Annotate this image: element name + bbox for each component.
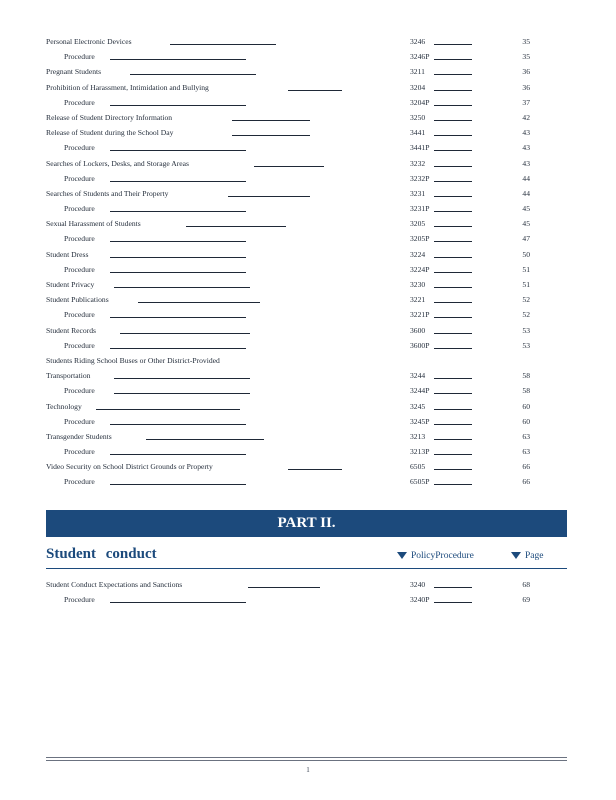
leader-line (110, 602, 246, 603)
code-leader-line (434, 587, 472, 588)
policy-code: 6505P (410, 477, 430, 487)
policy-code: 3213 (410, 431, 426, 441)
toc-entry-title: Procedure (64, 204, 95, 214)
policy-code: 3244 (410, 371, 426, 381)
footer-rule (46, 760, 567, 761)
toc-entry-title: Procedure (64, 416, 95, 426)
toc-entry-title: Procedure (64, 234, 95, 244)
toc-entry-title: Students Riding School Buses or Other District-Provided (46, 355, 220, 365)
toc-entry-title: Searches of Lockers, Desks, and Storage Areas (46, 158, 189, 168)
leader-line (288, 90, 342, 91)
toc-entry[interactable] (46, 216, 566, 231)
policy-code: 3231P (410, 204, 430, 214)
toc-subentry[interactable] (46, 474, 566, 489)
page-number-cell: 63 (522, 431, 530, 441)
policy-code: 3221 (410, 295, 426, 305)
toc-entry[interactable] (46, 292, 566, 307)
code-leader-line (434, 90, 472, 91)
policy-code: 3232P (410, 173, 430, 183)
page-number-cell: 36 (522, 82, 530, 92)
policy-code: 3441P (410, 143, 430, 153)
page-number-cell: 60 (522, 401, 530, 411)
toc-entry-title: Student Privacy (46, 280, 95, 289)
part-banner-label: PART II. (277, 515, 336, 531)
toc-entry-title: Technology (46, 401, 82, 411)
code-leader-line (434, 439, 472, 440)
page-number-cell: 51 (522, 280, 530, 289)
code-leader-line (434, 317, 472, 318)
code-leader-line (434, 469, 472, 470)
leader-line (110, 484, 246, 485)
leader-line (110, 272, 246, 273)
leader-line (110, 454, 246, 455)
page-number-cell: 53 (522, 340, 530, 350)
policy-code: 3441 (410, 128, 426, 138)
policy-code: 3230 (410, 280, 426, 289)
section-header (46, 544, 567, 569)
leader-line (110, 257, 246, 258)
code-leader-line (434, 378, 472, 379)
toc-entry[interactable] (46, 577, 566, 592)
toc-entry-title: Release of Student Directory Information (46, 112, 173, 122)
page-number-cell: 44 (522, 188, 530, 198)
toc-subentry[interactable] (46, 383, 566, 398)
page-number-cell: 43 (522, 143, 530, 153)
toc-entry-title: Procedure (64, 595, 95, 605)
code-leader-line (434, 333, 472, 334)
page-number-cell: 45 (522, 204, 530, 214)
code-leader-line (434, 257, 472, 258)
leader-line (110, 211, 246, 212)
code-leader-line (434, 44, 472, 45)
policy-code: 3244P (410, 386, 430, 396)
footer-rule (46, 757, 567, 758)
page-number-cell: 53 (522, 325, 530, 335)
code-leader-line (434, 272, 472, 273)
part-banner (46, 510, 567, 537)
page-number-cell: 63 (522, 447, 530, 457)
policy-code: 3211 (410, 67, 425, 77)
policy-code: 3240 (410, 580, 426, 589)
toc-entry-title: Personal Electronic Devices (46, 37, 132, 46)
toc-subentry[interactable] (46, 95, 566, 110)
leader-line (130, 74, 256, 75)
toc-subentry[interactable] (46, 444, 566, 459)
toc-subentry[interactable] (46, 231, 566, 246)
toc-entry-title: Transgender Students (46, 431, 112, 441)
leader-line (114, 287, 250, 288)
toc-subentry[interactable] (46, 338, 566, 353)
leader-line (232, 120, 310, 121)
leader-line (146, 439, 264, 440)
leader-line (110, 105, 246, 106)
code-leader-line (434, 393, 472, 394)
leader-line (138, 302, 260, 303)
toc-entry[interactable] (46, 125, 566, 140)
policy-code: 3246P (410, 52, 430, 62)
toc-entry[interactable] (46, 277, 566, 292)
toc-subentry[interactable] (46, 414, 566, 429)
toc-entry[interactable] (46, 156, 566, 171)
leader-line (110, 181, 246, 182)
toc-entry-title: Student Records (46, 325, 96, 335)
code-leader-line (434, 348, 472, 349)
leader-line (110, 241, 246, 242)
code-leader-line (434, 74, 472, 75)
policy-code: 3232 (410, 158, 426, 168)
leader-line (110, 424, 246, 425)
page-number-cell: 35 (522, 37, 530, 46)
toc-entry-title: Procedure (64, 310, 95, 320)
toc-entry[interactable] (46, 80, 566, 95)
policy-code: 3204P (410, 97, 430, 107)
policy-code: 3213P (410, 447, 430, 457)
page-number-cell: 60 (522, 416, 530, 426)
page-number-cell: 45 (522, 219, 530, 229)
code-leader-line (434, 454, 472, 455)
toc-entry-title: Student Publications (46, 295, 109, 305)
code-leader-line (434, 166, 472, 167)
page-number-cell: 52 (522, 310, 530, 320)
leader-line (114, 378, 250, 379)
toc-entry-title: Procedure (64, 264, 95, 274)
policy-code: 3224 (410, 249, 426, 259)
toc-entry-title: Procedure (64, 52, 95, 62)
page-number-cell: 66 (522, 477, 530, 487)
leader-line (110, 59, 246, 60)
code-leader-line (434, 226, 472, 227)
toc-entry-title: Transportation (46, 371, 91, 381)
policy-code: 3205 (410, 219, 426, 229)
policy-code: 3250 (410, 112, 426, 122)
toc-entry-title: Student Conduct Expectations and Sanctions (46, 580, 183, 589)
code-leader-line (434, 181, 472, 182)
page-number-cell: 44 (522, 173, 530, 183)
toc-subentry[interactable] (46, 140, 566, 155)
page-number-cell: 66 (522, 462, 530, 472)
toc-entry-title: Procedure (64, 386, 95, 396)
page-number: 1 (306, 766, 310, 774)
page-number-cell: 69 (522, 595, 530, 605)
code-leader-line (434, 150, 472, 151)
toc-entry-title: Release of Student during the School Day (46, 128, 174, 138)
column-header-policy-label: PolicyProcedure (411, 551, 474, 561)
toc-entry[interactable] (46, 459, 566, 474)
toc-entry[interactable] (46, 323, 566, 338)
toc-entry-title: Procedure (64, 143, 95, 153)
toc-entry-title: Procedure (64, 477, 95, 487)
leader-line (114, 393, 250, 394)
page-number-cell: 35 (522, 52, 530, 62)
policy-code: 3204 (410, 82, 426, 92)
toc-entry[interactable] (46, 34, 566, 49)
policy-code: 6505 (410, 462, 426, 472)
toc-subentry[interactable] (46, 592, 566, 607)
toc-subentry[interactable] (46, 171, 566, 186)
toc-entry[interactable] (46, 186, 566, 201)
policy-code: 3231 (410, 188, 426, 198)
code-leader-line (434, 302, 472, 303)
toc-entry[interactable] (46, 399, 566, 414)
page-number-cell: 51 (522, 264, 530, 274)
leader-line (110, 348, 246, 349)
toc-entry-title: Sexual Harassment of Students (46, 219, 141, 229)
leader-line (248, 587, 320, 588)
toc-list-part2 (46, 577, 566, 607)
toc-entry-title: Searches of Students and Their Property (46, 188, 169, 198)
leader-line (186, 226, 286, 227)
page-number-cell: 43 (522, 128, 530, 138)
page-number-cell: 50 (522, 249, 530, 259)
toc-entry-title: Pregnant Students (46, 67, 102, 77)
code-leader-line (434, 409, 472, 410)
toc-entry-title: Student Dress (46, 249, 89, 259)
code-leader-line (434, 196, 472, 197)
page-number-cell: 68 (522, 580, 530, 589)
page-number-cell: 42 (522, 112, 530, 122)
leader-line (288, 469, 342, 470)
page-number-cell: 43 (522, 158, 530, 168)
policy-code: 3224P (410, 264, 430, 274)
code-leader-line (434, 287, 472, 288)
toc-entry[interactable] (46, 110, 566, 125)
toc-subentry[interactable] (46, 262, 566, 277)
triangle-down-icon (397, 552, 407, 559)
leader-line (170, 44, 276, 45)
policy-code: 3205P (410, 234, 430, 244)
toc-subentry[interactable] (46, 307, 566, 322)
page-number-cell: 47 (522, 234, 530, 244)
leader-line (110, 150, 246, 151)
toc-subentry[interactable] (46, 201, 566, 216)
leader-line (254, 166, 324, 167)
leader-line (228, 196, 310, 197)
code-leader-line (434, 241, 472, 242)
toc-entry[interactable] (46, 64, 566, 79)
toc-entry[interactable] (46, 368, 566, 383)
code-leader-line (434, 484, 472, 485)
column-header-policy (397, 551, 474, 561)
policy-code: 3600P (410, 340, 430, 350)
toc-entry[interactable] (46, 247, 566, 262)
toc-entry-title: Procedure (64, 173, 95, 183)
code-leader-line (434, 602, 472, 603)
toc-subentry[interactable] (46, 49, 566, 64)
page-number-cell: 36 (522, 67, 530, 77)
toc-entry[interactable] (46, 429, 566, 444)
page-number-cell: 37 (522, 97, 530, 107)
section-title: Student conduct (46, 546, 157, 562)
page-number-cell: 58 (522, 371, 530, 381)
toc-entry-title: Video Security on School District Grounds or Property (46, 462, 213, 472)
page-number-cell: 58 (522, 386, 530, 396)
column-header-page (511, 551, 543, 561)
leader-line (120, 333, 250, 334)
policy-code: 3221P (410, 310, 430, 320)
toc-list-part1 (46, 34, 566, 490)
policy-code: 3600 (410, 325, 426, 335)
toc-entry-title: Procedure (64, 447, 95, 457)
toc-entry[interactable] (46, 353, 566, 368)
policy-code: 3246 (410, 37, 426, 46)
code-leader-line (434, 211, 472, 212)
policy-code: 3245P (410, 416, 430, 426)
code-leader-line (434, 105, 472, 106)
policy-code: 3240P (410, 595, 430, 605)
code-leader-line (434, 424, 472, 425)
triangle-down-icon (511, 552, 521, 559)
leader-line (232, 135, 310, 136)
code-leader-line (434, 120, 472, 121)
column-header-page-label: Page (525, 551, 544, 561)
code-leader-line (434, 59, 472, 60)
toc-entry-title: Procedure (64, 97, 95, 107)
toc-entry-title: Procedure (64, 340, 95, 350)
page-number-cell: 52 (522, 295, 530, 305)
leader-line (96, 409, 240, 410)
code-leader-line (434, 135, 472, 136)
toc-entry-title: Prohibition of Harassment, Intimidation and Bullying (46, 82, 209, 92)
leader-line (110, 317, 246, 318)
policy-code: 3245 (410, 401, 426, 411)
